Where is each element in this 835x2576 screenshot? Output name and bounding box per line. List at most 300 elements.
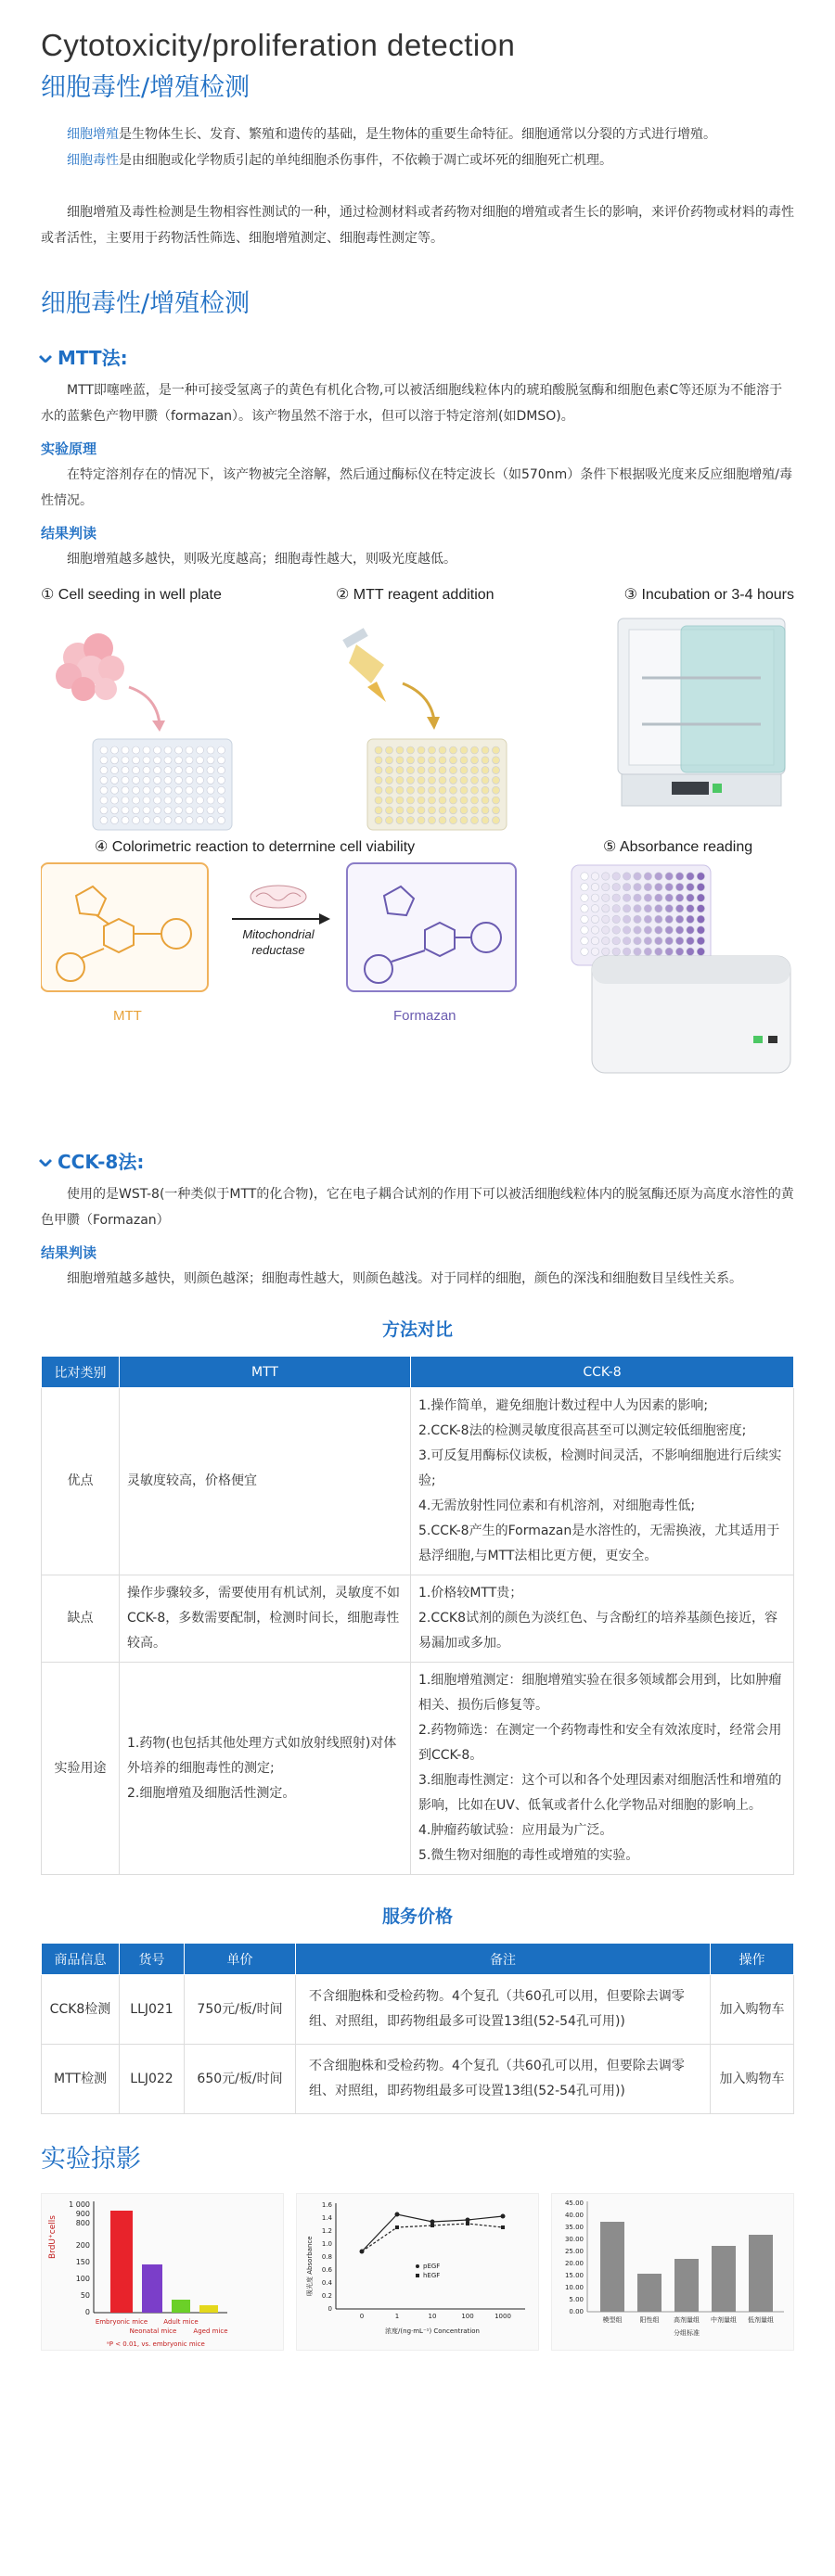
ytick: 30.00 (564, 2236, 584, 2243)
well (623, 905, 630, 912)
well (623, 926, 630, 934)
well (439, 746, 446, 754)
well (418, 817, 425, 824)
mtt-desc: MTT即噻唑蓝，是一种可接受氢离子的黄色有机化合物,可以被活细胞线粒体内的琥珀酸脱氢酶和细胞色素C等还原为不能溶于水的蓝紫色产物甲臜（formazan）。该产物虽然不溶于水，但可以溶于特定溶剂(如DMSO)。 (41, 383, 783, 424)
well (581, 937, 588, 944)
well (218, 776, 225, 784)
well (634, 873, 641, 880)
intro-p3: 细胞增殖及毒性检测是生物相容性测试的一种，通过检测材料或者药物对细胞的增殖或者生长的影响，来评价药物或材料的毒性或者活性，主要用于药物活性筛选、细胞增殖测定、细胞毒性测定等。 (41, 205, 794, 246)
well (143, 797, 150, 804)
well (186, 807, 193, 814)
well (133, 807, 140, 814)
well (375, 757, 382, 764)
well (493, 797, 500, 804)
intro-p1-text: 是生物体生长、发育、繁殖和遗传的基础，是生物体的重要生命特征。细胞通常以分裂的方式进行增殖。 (119, 127, 716, 142)
mtt-result-label: 结果判读 (41, 525, 97, 542)
well (375, 807, 382, 814)
group-bar-chart (552, 2194, 795, 2352)
well (407, 786, 415, 794)
section-title: 细胞毒性/增殖检测 (41, 289, 250, 318)
well (111, 817, 119, 824)
row-cck (411, 1663, 794, 1875)
plate-reader-icon (572, 865, 790, 1073)
mtt-label: MTT (113, 1008, 142, 1024)
gallery-photo-2 (296, 2193, 539, 2351)
well (634, 905, 641, 912)
well (581, 948, 588, 955)
well (460, 767, 468, 774)
add-to-cart-button[interactable]: 加入购物车 (711, 1975, 794, 2045)
well (143, 817, 150, 824)
enzyme-line2: reductase (251, 943, 305, 957)
cck8-desc: 使用的是WST-8(一种类似于MTT的化合物)，它在电子耦合试剂的作用下可以被活细胞线粒体内的脱氢酶还原为高度水溶性的黄色甲臜（Formazan） (41, 1187, 794, 1228)
xlabel: 阳性组 (639, 2316, 660, 2324)
well (687, 905, 694, 912)
well (591, 883, 598, 890)
well (386, 817, 393, 824)
well (175, 817, 183, 824)
well (644, 873, 651, 880)
photo1-ylabel: BrdU⁺cells (48, 2215, 58, 2259)
well (634, 883, 641, 890)
well (697, 926, 704, 934)
well (439, 767, 446, 774)
well (197, 817, 204, 824)
well (375, 767, 382, 774)
well (175, 776, 183, 784)
well (386, 786, 393, 794)
well (154, 786, 161, 794)
bar-low (749, 2235, 773, 2312)
well (375, 817, 382, 824)
ytick: 1.6 (321, 2201, 332, 2209)
well (697, 873, 704, 880)
well (154, 797, 161, 804)
well (143, 767, 150, 774)
pin-icon (39, 350, 52, 363)
step1-caption: ① Cell seeding in well plate (41, 587, 222, 603)
well (644, 883, 651, 890)
well (154, 817, 161, 824)
compare-header: CCK-8 (411, 1357, 794, 1388)
xlabel: Embryonic mice (95, 2318, 148, 2326)
well (450, 776, 457, 784)
well (197, 776, 204, 784)
well (482, 807, 489, 814)
well (429, 797, 436, 804)
price-table (41, 1943, 794, 2114)
well (396, 746, 404, 754)
well (122, 786, 129, 794)
well (407, 757, 415, 764)
well (623, 883, 630, 890)
well (471, 746, 479, 754)
product-price: 650元/板/时间 (185, 2045, 296, 2114)
well (100, 797, 108, 804)
well (634, 894, 641, 901)
well (591, 905, 598, 912)
well (100, 757, 108, 764)
cell-cluster-icon (56, 633, 124, 701)
well (493, 807, 500, 814)
ytick: 1.4 (321, 2214, 332, 2222)
product-name: MTT检测 (42, 2045, 120, 2114)
well (111, 767, 119, 774)
well (655, 873, 662, 880)
well (396, 817, 404, 824)
well (634, 937, 641, 944)
row-cck (411, 1388, 794, 1575)
bar-positive (637, 2274, 662, 2312)
well (207, 767, 214, 774)
well (655, 883, 662, 890)
well (429, 746, 436, 754)
well (602, 926, 610, 934)
well (493, 757, 500, 764)
ytick: 900 (75, 2210, 90, 2218)
table-row (42, 1975, 794, 2045)
ytick: 1.0 (321, 2240, 332, 2248)
well (439, 757, 446, 764)
well (143, 776, 150, 784)
well (164, 767, 172, 774)
well (164, 746, 172, 754)
well (460, 797, 468, 804)
well (439, 807, 446, 814)
well (612, 915, 620, 923)
well (197, 746, 204, 754)
page-title-cn: 细胞毒性/增殖检测 (41, 73, 250, 102)
well (439, 786, 446, 794)
well (386, 767, 393, 774)
page-title-en: Cytotoxicity/proliferation detection (41, 28, 516, 62)
product-price: 750元/板/时间 (185, 1975, 296, 2045)
well (665, 894, 673, 901)
well (133, 817, 140, 824)
ytick: 0.6 (321, 2266, 332, 2274)
photo2-xlabel: 浓度/(ng·mL⁻¹) Concentration (385, 2327, 480, 2335)
well (386, 807, 393, 814)
ytick: 25.00 (564, 2248, 584, 2255)
incubator-icon (618, 618, 785, 806)
well (623, 894, 630, 901)
well (386, 776, 393, 784)
well (418, 746, 425, 754)
xtick: 10 (428, 2313, 437, 2320)
well (644, 926, 651, 934)
xlabel: Aged mice (193, 2327, 228, 2335)
mtt-principle-text: 在特定溶剂存在的情况下，该产物被完全溶解，然后通过酶标仪在特定波长（如570nm）条件下根据吸光度来反应细胞增殖/毒性情况。 (41, 467, 792, 508)
well (591, 894, 598, 901)
well (396, 807, 404, 814)
term-proliferation: 细胞增殖 (67, 127, 119, 142)
gallery-photo-3 (551, 2193, 794, 2351)
well (471, 817, 479, 824)
well (450, 767, 457, 774)
well (439, 817, 446, 824)
well (460, 817, 468, 824)
well (460, 807, 468, 814)
well (602, 894, 610, 901)
well (460, 786, 468, 794)
ytick: 20.00 (564, 2260, 584, 2267)
well (612, 948, 620, 955)
well (418, 776, 425, 784)
ytick: 100 (75, 2275, 90, 2283)
ytick: 10.00 (564, 2284, 584, 2291)
well (218, 786, 225, 794)
well (687, 873, 694, 880)
well (655, 894, 662, 901)
well (602, 883, 610, 890)
well (471, 767, 479, 774)
product-note: 不含细胞株和受检药物。4个复孔（共60孔可以用，但要除去调零组、对照组，即药物组最多可设置13组(52-54孔可用)) (296, 2045, 711, 2114)
price-header: 商品信息 (42, 1944, 120, 1975)
table-row (42, 2045, 794, 2114)
well (197, 767, 204, 774)
well (218, 807, 225, 814)
well (122, 797, 129, 804)
well (100, 767, 108, 774)
add-to-cart-button[interactable]: 加入购物车 (711, 2045, 794, 2114)
well (482, 817, 489, 824)
ytick: 0.00 (569, 2308, 584, 2315)
product-code: LLJ022 (120, 2045, 185, 2114)
brdu-bar-chart (42, 2194, 285, 2352)
well (665, 926, 673, 934)
well (634, 915, 641, 923)
cck-item: 1.操作简单，避免细胞计数过程中人为因素的影响; (418, 1398, 709, 1413)
well (429, 767, 436, 774)
well (407, 817, 415, 824)
gallery-photo-1 (41, 2193, 284, 2351)
well (429, 817, 436, 824)
well (429, 807, 436, 814)
cck8-result-label: 结果判读 (41, 1244, 97, 1261)
well (386, 757, 393, 764)
well (207, 786, 214, 794)
well (644, 894, 651, 901)
mtt-process-figure (41, 585, 794, 1132)
well (133, 797, 140, 804)
well (154, 757, 161, 764)
well (143, 786, 150, 794)
ytick: 800 (75, 2219, 90, 2227)
cck-item: 4.肿瘤药敏试验：应用最为广泛。 (418, 1823, 613, 1838)
well (697, 894, 704, 901)
well (375, 746, 382, 754)
well (687, 948, 694, 955)
process-illustration (41, 585, 794, 1132)
table-row (42, 1575, 794, 1663)
well (100, 786, 108, 794)
cck-item: 1.价格较MTT贵； (418, 1586, 523, 1600)
well (644, 905, 651, 912)
well (154, 767, 161, 774)
well (375, 776, 382, 784)
well (482, 776, 489, 784)
well (687, 926, 694, 934)
well (396, 757, 404, 764)
well (396, 797, 404, 804)
well (460, 746, 468, 754)
well (697, 905, 704, 912)
well (418, 786, 425, 794)
well (644, 937, 651, 944)
well-plate-icon (93, 739, 232, 830)
well (623, 915, 630, 923)
well (655, 926, 662, 934)
well (143, 746, 150, 754)
well-plate-icon (367, 739, 507, 830)
cck-item: 5.CCK-8产生的Formazan是水溶性的，无需换液，尤其适用于悬浮细胞,与MTT法相比更方便，更安全。 (418, 1524, 780, 1563)
well (665, 948, 673, 955)
mtt-result-text: 细胞增殖越多越快，则吸光度越高；细胞毒性越大，则吸光度越低。 (67, 552, 456, 567)
bar-embryonic (110, 2211, 133, 2313)
well (581, 894, 588, 901)
well (111, 786, 119, 794)
well (197, 757, 204, 764)
well (396, 776, 404, 784)
well (175, 757, 183, 764)
well (634, 948, 641, 955)
well (133, 767, 140, 774)
well (133, 786, 140, 794)
well (207, 746, 214, 754)
ytick: 150 (75, 2258, 90, 2266)
well (687, 883, 694, 890)
well (218, 746, 225, 754)
formazan-structure-icon (347, 863, 516, 991)
well (100, 776, 108, 784)
well (122, 757, 129, 764)
well (111, 797, 119, 804)
mtt-principle-label: 实验原理 (41, 440, 97, 457)
product-code: LLJ021 (120, 1975, 185, 2045)
cck8-title-text: CCK-8法: (58, 1151, 145, 1173)
pin-icon (39, 1154, 52, 1167)
well (471, 797, 479, 804)
well (471, 776, 479, 784)
well (471, 807, 479, 814)
bar-neonatal (142, 2264, 162, 2313)
well (218, 767, 225, 774)
well (450, 746, 457, 754)
well (122, 767, 129, 774)
well (207, 757, 214, 764)
well (665, 873, 673, 880)
well (186, 757, 193, 764)
well (602, 905, 610, 912)
well (482, 757, 489, 764)
well (418, 767, 425, 774)
well (407, 807, 415, 814)
well (164, 817, 172, 824)
well (493, 746, 500, 754)
price-header: 单价 (185, 1944, 296, 1975)
well (186, 786, 193, 794)
xtick: 1000 (495, 2313, 511, 2320)
well (418, 797, 425, 804)
well (612, 894, 620, 901)
mtt-title (41, 343, 794, 370)
step5-caption: ⑤ Absorbance reading (603, 839, 753, 855)
well (143, 807, 150, 814)
well (460, 776, 468, 784)
well (602, 937, 610, 944)
well (612, 905, 620, 912)
ytick: 5.00 (569, 2296, 584, 2303)
well (429, 757, 436, 764)
ytick: 1 000 (69, 2200, 90, 2209)
well (675, 883, 683, 890)
table-row (42, 1663, 794, 1875)
well (655, 948, 662, 955)
well (675, 948, 683, 955)
well (207, 807, 214, 814)
well (493, 786, 500, 794)
well (154, 807, 161, 814)
cck8-title (41, 1147, 794, 1174)
well (122, 746, 129, 754)
bar-high (674, 2259, 699, 2312)
well (218, 817, 225, 824)
pipette-icon (342, 628, 386, 702)
well (154, 776, 161, 784)
well (375, 786, 382, 794)
well (665, 915, 673, 923)
well (186, 767, 193, 774)
legend-item: pEGF (423, 2263, 441, 2270)
intro-p2 (41, 147, 794, 173)
well (675, 926, 683, 934)
well (675, 905, 683, 912)
well (450, 817, 457, 824)
ytick: 35.00 (564, 2224, 584, 2231)
table-row (42, 1388, 794, 1575)
well (175, 786, 183, 794)
row-mtt: 灵敏度较高，价格便宜 (120, 1388, 411, 1575)
cck-item: 1.细胞增殖测定：细胞增殖实验在很多领域都会用到，比如肿瘤相关、损伤后修复等。 (418, 1673, 782, 1713)
well (623, 937, 630, 944)
well (133, 776, 140, 784)
step3-caption: ③ Incubation or 3-4 hours (623, 587, 794, 603)
well (675, 915, 683, 923)
well (644, 948, 651, 955)
bar-adult (172, 2300, 190, 2313)
well (197, 797, 204, 804)
well (386, 746, 393, 754)
well (175, 746, 183, 754)
well (164, 786, 172, 794)
bar-model (600, 2222, 624, 2312)
well (450, 807, 457, 814)
well (675, 873, 683, 880)
xlabel: 低剂量组 (748, 2316, 774, 2324)
arrow-icon (129, 687, 160, 724)
well (164, 776, 172, 784)
cck-item: 4.无需放射性同位素和有机溶剂，对细胞毒性低; (418, 1498, 696, 1513)
ytick: 45.00 (564, 2200, 584, 2207)
well (111, 807, 119, 814)
compare-header: 比对类别 (42, 1357, 120, 1388)
row-category: 实验用途 (42, 1663, 120, 1875)
photo2-ylabel: 吸光度 Absorbance (306, 2236, 314, 2296)
well (186, 776, 193, 784)
well (450, 786, 457, 794)
well (675, 894, 683, 901)
well (687, 915, 694, 923)
